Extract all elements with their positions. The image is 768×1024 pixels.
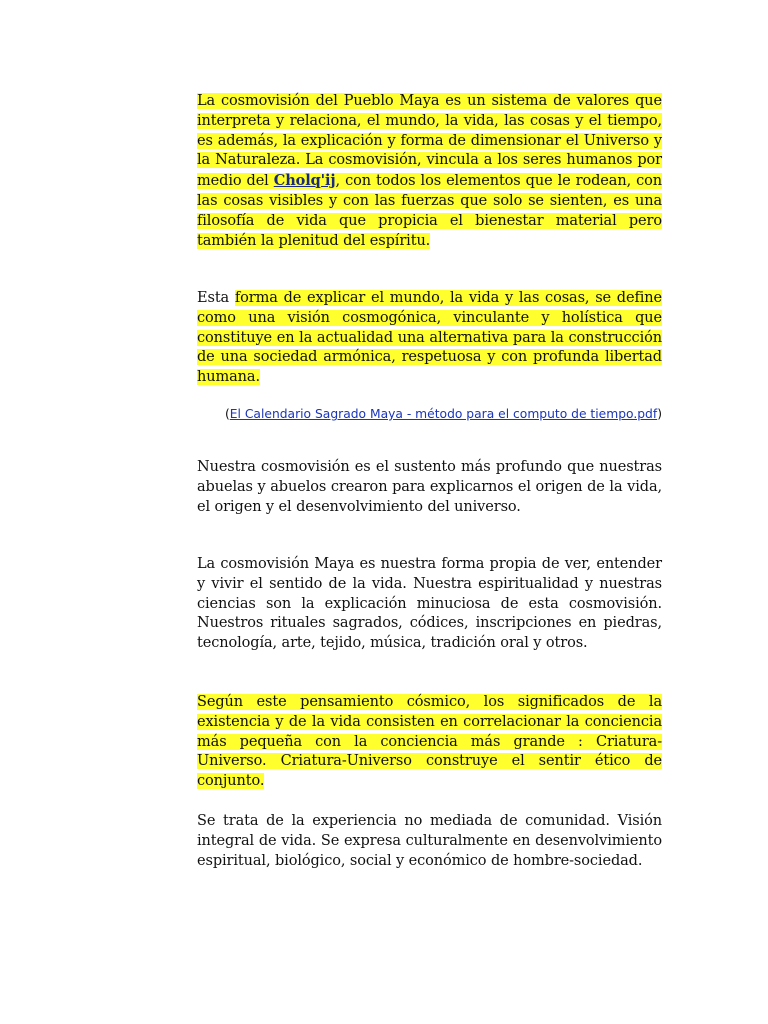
paragraph-experiencia-comunidad: Se trata de la experiencia no mediada de comunidad. Visión integral de vida. Se expresa culturalmente en desenvolvimiento espiritual, biológico, social y económico de hombre-sociedad. [197,813,662,869]
paragraph-forma-explicar [197,289,662,388]
paragraph-cosmovision-intro [197,92,662,251]
citation-open-paren: ( [224,407,230,421]
cholqij-link[interactable]: Cholq'ij [273,172,336,190]
paragraph-sustento: Nuestra cosmovisión es el sustento más profundo que nuestras abuelas y abuelos crearon para explicarnos el origen de la vida, el origen y el desenvolvimiento del universo. [197,459,662,515]
calendario-pdf-link[interactable]: El Calendario Sagrado Maya - método para el computo de tiempo.pdf [229,407,658,421]
highlight-text [197,93,662,249]
highlight-text: forma de explicar el mundo, la vida y las cosas, se define como una visión cosmogónica, vinculante y holística que constituye en la actualidad una alternativa para la construcción de una sociedad armónica, respetuosa y con profunda libertad humana. [197,290,662,386]
paragraph-text: , con todos los elementos que le rodean, con las cosas visibles y con las fuerzas que solo se sienten, es una filosofía de vida que propicia el bienestar material pero también la plenitud del espíritu. [197,173,662,249]
paragraph-pensamiento-cosmico [197,693,662,792]
citation [197,405,662,423]
paragraph-text: La cosmovisión del Pueblo Maya es un sistema de valores que interpreta y relaciona, el mundo, la vida, las cosas y el tiempo, es además, la explicación y forma de dimensionar el Universo y la Naturaleza. La cosmovisión, vincula a los seres humanos por medio del [197,93,662,190]
citation-close-paren: ) [657,407,662,421]
highlight-text: Según este pensamiento cósmico, los significados de la existencia y de la vida consisten en correlacionar la conciencia más pequeña con la conciencia más grande : Criatura-Universo. Criatura-Universo construye el sentir ético de conjunto. [197,694,662,790]
paragraph-text: Esta [197,290,235,306]
paragraph-cosmovision-maya: La cosmovisión Maya es nuestra forma propia de ver, entender y vivir el sentido de la vida. Nuestra espiritualidad y nuestras ciencias son la explicación minuciosa de esta cosmovisión. Nuestros rituales sagrados, códices, inscripciones en piedras, tecnología, arte, tejido, música, tradición oral y otros. [197,556,662,652]
